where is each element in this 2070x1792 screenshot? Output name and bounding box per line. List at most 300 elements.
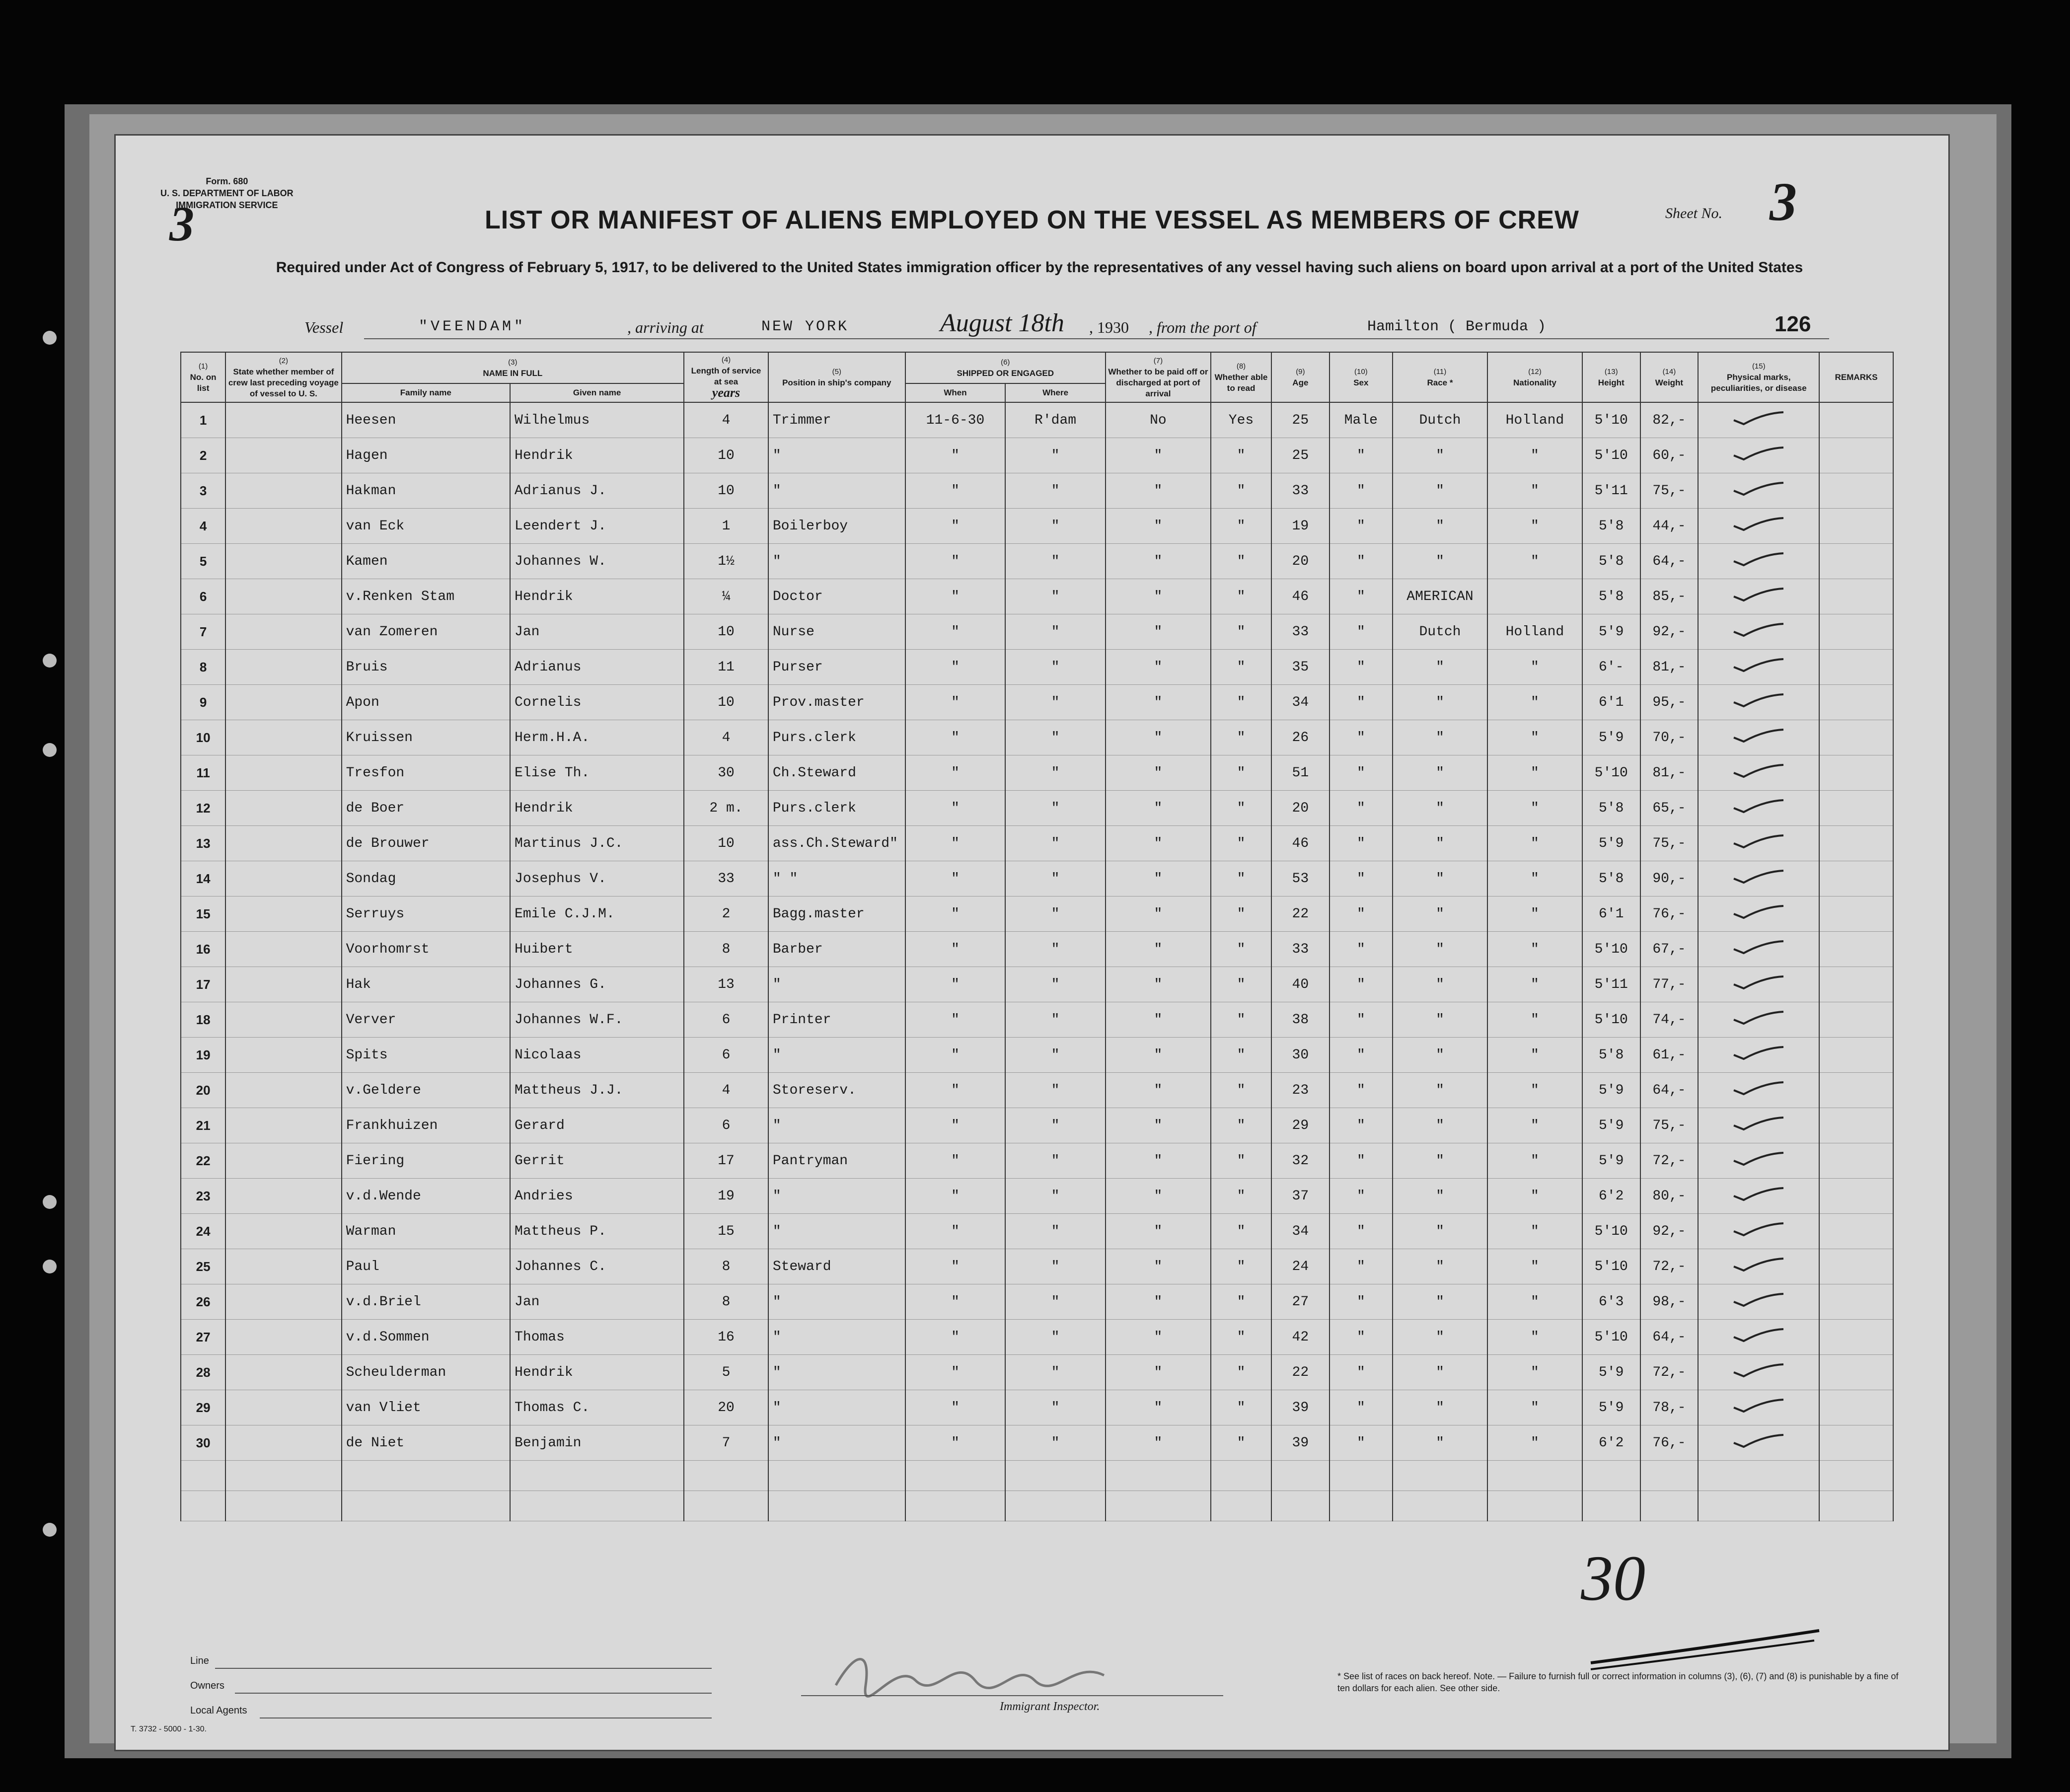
form-number: Form. 680 [206,176,248,186]
cell-sex: " [1330,861,1393,896]
cell-family: Verver [342,1002,510,1038]
check-mark-icon [1729,1325,1788,1345]
cell-race: " [1393,650,1487,685]
cell-height: 5'10 [1582,1320,1640,1355]
cell-service: 19 [684,1179,768,1214]
cell-when: " [905,1249,1006,1284]
cell-service: 4 [684,402,768,438]
cell-nationality: " [1487,1038,1582,1073]
cell-race: " [1393,1355,1487,1390]
corner-mark: 3 [169,196,194,251]
cell-remarks [1819,1390,1893,1425]
cell-when: " [905,509,1006,544]
service-name: IMMIGRATION SERVICE [176,200,278,210]
check-mark-icon [1729,1043,1788,1063]
cell-family: v.d.Sommen [342,1320,510,1355]
cell-where: " [1005,1249,1106,1284]
check-mark-icon [1729,1219,1788,1239]
cell-remarks [1819,1179,1893,1214]
cell-position: Ch.Steward [768,755,905,791]
cell-remarks [1819,932,1893,967]
cell-nationality: " [1487,791,1582,826]
cell-service: 10 [684,438,768,473]
cell-where: " [1005,1143,1106,1179]
cell-when: " [905,967,1006,1002]
cell-state [225,473,341,509]
cell-read: " [1211,1214,1271,1249]
cell-race: " [1393,509,1487,544]
cell-marks [1698,650,1819,685]
cell-paid: " [1106,826,1211,861]
cell-no: 7 [181,614,225,650]
cell-sex: " [1330,1355,1393,1390]
inspector-signature [826,1641,1124,1700]
cell-sex: " [1330,438,1393,473]
cell-where: " [1005,720,1106,755]
cell-position: Purser [768,650,905,685]
cell-state [225,438,341,473]
footnote: * See list of races on back hereof. Note. — Failure to furnish full or correct information in columns (3), (6), (7) and (8) is punishable by a fine of ten dollars for each alien. See other side. [1337,1671,1899,1693]
cell-race: " [1393,438,1487,473]
arriving-label: , arriving at [627,318,704,336]
table-row [181,967,1893,1002]
cell-age: 39 [1271,1425,1330,1461]
cell-given: Hendrik [510,438,684,473]
cell-weight: 72,- [1640,1355,1699,1390]
cell-weight: 74,- [1640,1002,1699,1038]
cell-where: R'dam [1005,402,1106,438]
check-mark-icon [1729,1184,1788,1204]
check-mark-icon [1729,726,1788,746]
cell-no: 4 [181,509,225,544]
cell-height: 5'9 [1582,1390,1640,1425]
cell-family: de Brouwer [342,826,510,861]
empty-cell [1106,1491,1211,1521]
cell-state [225,1284,341,1320]
cell-age: 46 [1271,579,1330,614]
cell-weight: 61,- [1640,1038,1699,1073]
cell-position: " [768,438,905,473]
cell-service: 6 [684,1108,768,1143]
cell-read: " [1211,1284,1271,1320]
cell-nationality: " [1487,509,1582,544]
cell-remarks [1819,1073,1893,1108]
cell-given: Jan [510,614,684,650]
cell-where: " [1005,1390,1106,1425]
empty-cell [1211,1491,1271,1521]
check-mark-icon [1729,514,1788,534]
check-mark-icon [1729,585,1788,604]
table-row [181,579,1893,614]
crew-manifest-table [180,352,1894,1521]
line-label: Line [190,1655,209,1666]
cell-remarks [1819,402,1893,438]
cell-height: 5'10 [1582,1249,1640,1284]
cell-state [225,509,341,544]
cell-weight: 60,- [1640,438,1699,473]
check-mark-icon [1729,655,1788,675]
cell-paid: " [1106,1038,1211,1073]
cell-no: 30 [181,1425,225,1461]
table-row [181,791,1893,826]
cell-state [225,544,341,579]
arrival-port: NEW YORK [761,318,849,335]
empty-cell [181,1491,225,1521]
cell-age: 53 [1271,861,1330,896]
cell-remarks [1819,1108,1893,1143]
inspector-underline [801,1695,1223,1696]
cell-nationality: " [1487,896,1582,932]
cell-height: 5'11 [1582,967,1640,1002]
cell-read: " [1211,1002,1271,1038]
empty-cell [1819,1461,1893,1491]
cell-when: " [905,1038,1006,1073]
cell-position: Purs.clerk [768,720,905,755]
col-header-nationality: (12) Nationality [1487,352,1582,402]
cell-family: Kamen [342,544,510,579]
cell-service: 7 [684,1425,768,1461]
cell-where: " [1005,1038,1106,1073]
empty-cell [905,1491,1006,1521]
empty-cell [1819,1491,1893,1521]
cell-remarks [1819,1002,1893,1038]
col-header-shipped: (6) SHIPPED OR ENGAGED [905,352,1106,383]
cell-paid: " [1106,1390,1211,1425]
cell-given: Thomas [510,1320,684,1355]
cell-read: " [1211,438,1271,473]
empty-cell [510,1491,684,1521]
cell-where: " [1005,1179,1106,1214]
cell-read: " [1211,967,1271,1002]
table-row [181,861,1893,896]
cell-given: Hendrik [510,579,684,614]
cell-paid: " [1106,1108,1211,1143]
cell-remarks [1819,650,1893,685]
table-row [181,1249,1893,1284]
cell-marks [1698,473,1819,509]
cell-read: " [1211,544,1271,579]
cell-weight: 95,- [1640,685,1699,720]
inspector-label: Immigrant Inspector. [1000,1700,1100,1713]
table-row [181,614,1893,650]
empty-cell [1487,1491,1582,1521]
check-mark-icon [1729,1149,1788,1169]
cell-race: AMERICAN [1393,579,1487,614]
cell-given: Emile C.J.M. [510,896,684,932]
cell-sex: " [1330,826,1393,861]
cell-weight: 77,- [1640,967,1699,1002]
cell-state [225,1355,341,1390]
cell-read: " [1211,1073,1271,1108]
cell-state [225,1320,341,1355]
cell-nationality: " [1487,720,1582,755]
empty-cell [1271,1461,1330,1491]
cell-sex: " [1330,1425,1393,1461]
cell-age: 19 [1271,509,1330,544]
cell-height: 5'8 [1582,861,1640,896]
cell-where: " [1005,932,1106,967]
cell-sex: " [1330,1179,1393,1214]
cell-family: Bruis [342,650,510,685]
cell-paid: " [1106,755,1211,791]
cell-age: 34 [1271,685,1330,720]
cell-service: ¼ [684,579,768,614]
cell-weight: 90,- [1640,861,1699,896]
cell-given: Hendrik [510,1355,684,1390]
cell-state [225,1002,341,1038]
empty-cell [1640,1491,1699,1521]
cell-marks [1698,1073,1819,1108]
cell-race: " [1393,967,1487,1002]
cell-weight: 98,- [1640,1284,1699,1320]
cell-paid: " [1106,650,1211,685]
cell-when: " [905,1355,1006,1390]
cell-read: " [1211,932,1271,967]
cell-height: 5'11 [1582,473,1640,509]
cell-race: " [1393,1002,1487,1038]
cell-remarks [1819,720,1893,755]
cell-weight: 82,- [1640,402,1699,438]
cell-marks [1698,1320,1819,1355]
cell-when: 11-6-30 [905,402,1006,438]
col-header-age: (9) Age [1271,352,1330,402]
table-row [181,1214,1893,1249]
cell-race: " [1393,826,1487,861]
cell-height: 6'1 [1582,685,1640,720]
cell-nationality: " [1487,1320,1582,1355]
cell-position: " [768,1284,905,1320]
cell-paid: " [1106,896,1211,932]
cell-given: Nicolaas [510,1038,684,1073]
check-mark-icon [1729,408,1788,428]
cell-race: " [1393,1284,1487,1320]
cell-when: " [905,1108,1006,1143]
cell-when: " [905,791,1006,826]
cell-age: 42 [1271,1320,1330,1355]
cell-paid: " [1106,1425,1211,1461]
cell-remarks [1819,438,1893,473]
cell-no: 15 [181,896,225,932]
cell-family: v.Geldere [342,1073,510,1108]
cell-sex: " [1330,1038,1393,1073]
cell-weight: 70,- [1640,720,1699,755]
cell-weight: 78,- [1640,1390,1699,1425]
cell-marks [1698,826,1819,861]
cell-where: " [1005,1320,1106,1355]
table-row [181,932,1893,967]
cell-nationality: " [1487,861,1582,896]
cell-where: " [1005,685,1106,720]
cell-read: " [1211,1179,1271,1214]
cell-sex: " [1330,720,1393,755]
cell-height: 5'10 [1582,1214,1640,1249]
cell-weight: 81,- [1640,755,1699,791]
cell-state [225,1390,341,1425]
check-mark-icon [1729,1008,1788,1028]
cell-age: 33 [1271,614,1330,650]
cell-nationality: " [1487,1284,1582,1320]
cell-no: 3 [181,473,225,509]
cell-sex: " [1330,579,1393,614]
cell-age: 22 [1271,1355,1330,1390]
cell-when: " [905,685,1006,720]
cell-paid: " [1106,791,1211,826]
sheet-number-label: Sheet No. [1665,205,1722,222]
cell-sex: " [1330,1143,1393,1179]
cell-state [225,861,341,896]
cell-height: 5'8 [1582,791,1640,826]
cell-read: " [1211,755,1271,791]
page-title: LIST OR MANIFEST OF ALIENS EMPLOYED ON THE VESSEL AS MEMBERS OF CREW [485,206,1579,234]
check-mark-icon [1729,796,1788,816]
cell-marks [1698,896,1819,932]
cell-remarks [1819,614,1893,650]
table-row [181,438,1893,473]
table-row [181,1284,1893,1320]
cell-race: " [1393,1214,1487,1249]
cell-when: " [905,650,1006,685]
cell-when: " [905,1073,1006,1108]
check-mark-icon [1729,1114,1788,1133]
cell-remarks [1819,967,1893,1002]
cell-marks [1698,932,1819,967]
cell-service: 5 [684,1355,768,1390]
cell-marks [1698,755,1819,791]
cell-paid: " [1106,614,1211,650]
cell-read: " [1211,473,1271,509]
cell-where: " [1005,791,1106,826]
cell-paid: " [1106,1284,1211,1320]
cell-sex: " [1330,1284,1393,1320]
cell-weight: 76,- [1640,896,1699,932]
cell-family: Hagen [342,438,510,473]
cell-service: 15 [684,1214,768,1249]
cell-where: " [1005,1214,1106,1249]
cell-height: 5'10 [1582,438,1640,473]
cell-no: 1 [181,402,225,438]
cell-when: " [905,861,1006,896]
cell-marks [1698,438,1819,473]
cell-sex: " [1330,755,1393,791]
arrival-year: , 1930 [1089,318,1129,336]
cell-age: 23 [1271,1073,1330,1108]
cell-age: 30 [1271,1038,1330,1073]
table-row [181,896,1893,932]
cell-race: Dutch [1393,614,1487,650]
cell-where: " [1005,1073,1106,1108]
service-unit: years [712,385,740,400]
table-row [181,473,1893,509]
table-row [181,509,1893,544]
cell-when: " [905,755,1006,791]
cell-read: " [1211,720,1271,755]
cell-nationality: " [1487,1179,1582,1214]
cell-marks [1698,720,1819,755]
cell-service: 8 [684,1284,768,1320]
cell-marks [1698,1143,1819,1179]
cell-paid: No [1106,402,1211,438]
department-name: U. S. DEPARTMENT OF LABOR [160,188,294,198]
cell-race: " [1393,791,1487,826]
cell-family: Heesen [342,402,510,438]
cell-when: " [905,1002,1006,1038]
cell-position: Barber [768,932,905,967]
cell-age: 25 [1271,438,1330,473]
cell-family: Serruys [342,896,510,932]
cell-given: Johannes W. [510,544,684,579]
cell-age: 37 [1271,1179,1330,1214]
cell-given: Herm.H.A. [510,720,684,755]
col-header-height: (13) Height [1582,352,1640,402]
empty-cell [684,1491,768,1521]
check-mark-icon [1729,1396,1788,1416]
cell-service: 6 [684,1038,768,1073]
col-header-when: When [905,383,1006,402]
cell-remarks [1819,1143,1893,1179]
cell-weight: 75,- [1640,473,1699,509]
col-header-marks: (15) Physical marks, peculiarities, or disease [1698,352,1819,402]
cell-when: " [905,932,1006,967]
cell-state [225,614,341,650]
check-mark-icon [1729,479,1788,499]
col-header-given-name: Given name [510,383,684,402]
cell-service: 20 [684,1390,768,1425]
cell-service: 30 [684,755,768,791]
cell-marks [1698,1249,1819,1284]
empty-cell [1211,1461,1271,1491]
cell-height: 5'9 [1582,1073,1640,1108]
table-row [181,1320,1893,1355]
cell-state [225,1249,341,1284]
cell-age: 20 [1271,791,1330,826]
cell-age: 22 [1271,896,1330,932]
cell-paid: " [1106,509,1211,544]
cell-marks [1698,791,1819,826]
cell-nationality: " [1487,826,1582,861]
cell-state [225,1143,341,1179]
cell-nationality: " [1487,1425,1582,1461]
cell-paid: " [1106,1179,1211,1214]
cell-nationality: Holland [1487,614,1582,650]
check-mark-icon [1729,444,1788,463]
empty-cell [1640,1461,1699,1491]
cell-weight: 64,- [1640,1073,1699,1108]
cell-paid: " [1106,1320,1211,1355]
cell-race: " [1393,544,1487,579]
empty-cell [181,1461,225,1491]
manifest-sheet [114,134,1950,1751]
table-row [181,685,1893,720]
cell-service: 1½ [684,544,768,579]
cell-read: " [1211,650,1271,685]
cell-position: " " [768,861,905,896]
cell-race: " [1393,1320,1487,1355]
vessel-label: Vessel [304,318,344,336]
cell-marks [1698,967,1819,1002]
local-agents-label: Local Agents [190,1705,247,1716]
cell-sex: " [1330,967,1393,1002]
cell-given: Hendrik [510,791,684,826]
cell-no: 25 [181,1249,225,1284]
cell-sex: " [1330,1002,1393,1038]
col-header-family-name: Family name [342,383,510,402]
cell-service: 1 [684,509,768,544]
cell-family: van Vliet [342,1390,510,1425]
empty-cell [1330,1491,1393,1521]
cell-height: 5'9 [1582,826,1640,861]
cell-weight: 65,- [1640,791,1699,826]
empty-cell [1106,1461,1211,1491]
